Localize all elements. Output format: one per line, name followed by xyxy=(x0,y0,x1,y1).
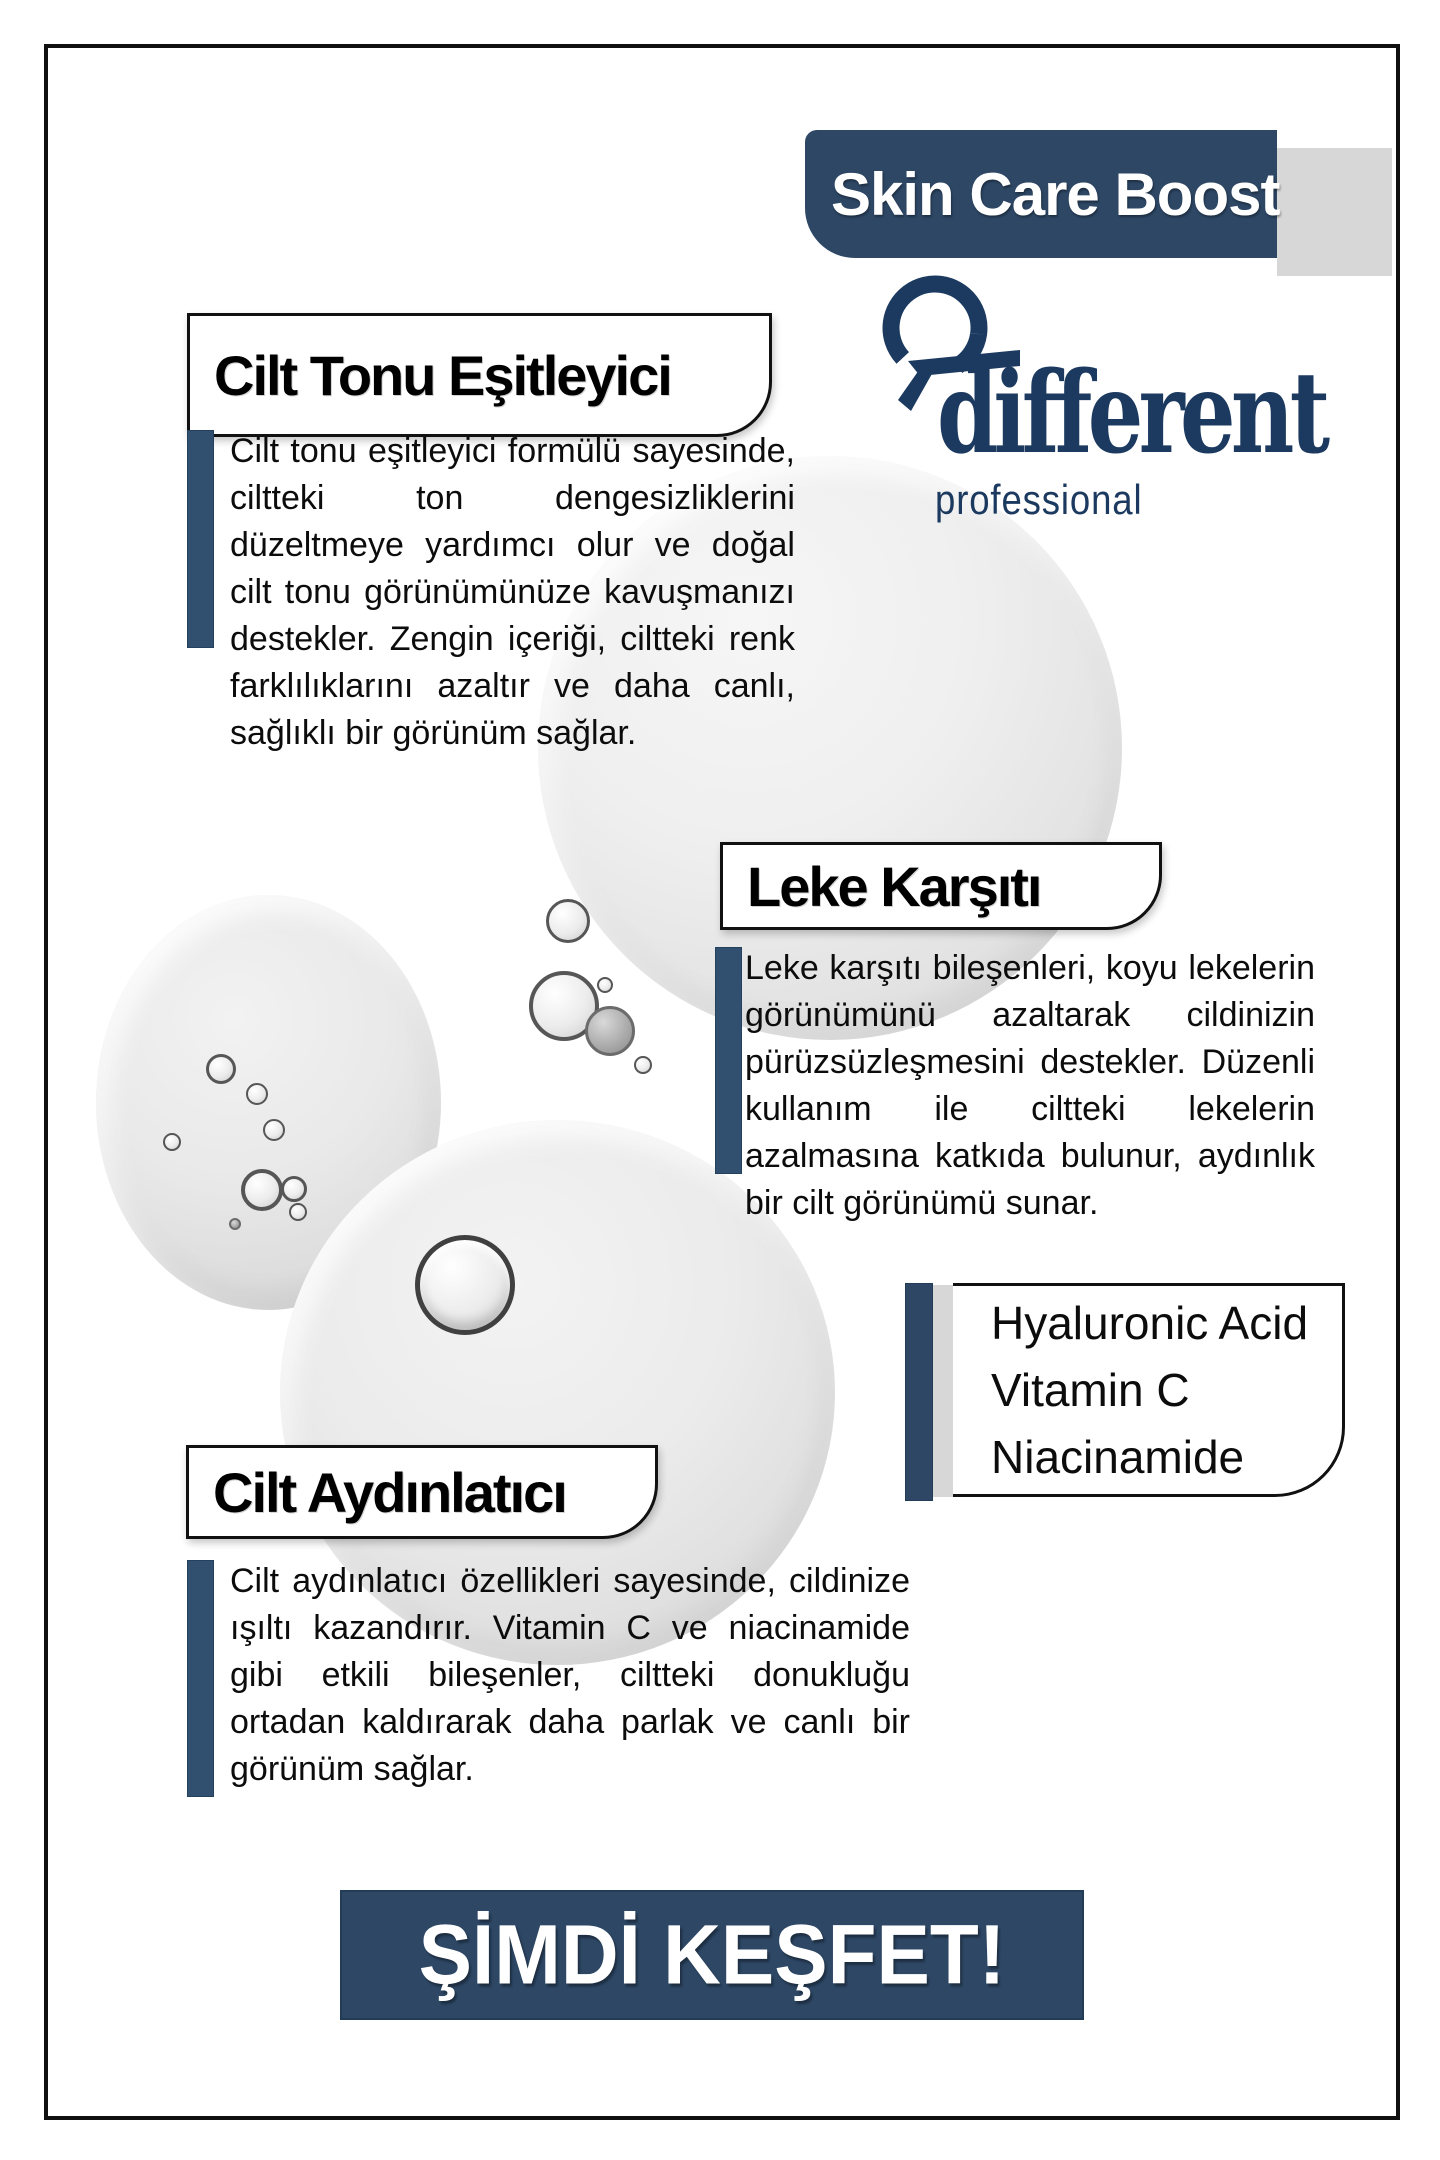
section-body-text: Leke karşıtı bileşenleri, koyu lekelerin görünümünü azaltarak cildinizin pürüzsüzleşmesini destekler. Düzenli kullanım ile ciltteki lekelerin azalmasına katkıda bulunur, aydınlık bir cilt görünümü sunar. xyxy=(745,949,1315,1222)
bubble xyxy=(289,1203,307,1221)
section-heading: Cilt Aydınlatıcı xyxy=(213,1460,566,1524)
bubble xyxy=(634,1056,652,1074)
bubble xyxy=(597,977,613,993)
ingredient-item: Niacinamide xyxy=(991,1430,1245,1483)
section-heading: Cilt Tonu Eşitleyici xyxy=(214,343,671,407)
heading-box-cilt-aydinlatici xyxy=(186,1445,658,1539)
bubble xyxy=(281,1176,307,1202)
banner-accent-bar xyxy=(1277,148,1392,276)
cta-button[interactable] xyxy=(340,1890,1084,2020)
bubble xyxy=(163,1133,181,1151)
ingredients-box xyxy=(953,1283,1345,1497)
accent-bar xyxy=(715,947,742,1174)
accent-bar xyxy=(187,430,214,648)
brand-name: different xyxy=(937,348,1326,479)
bubble xyxy=(546,899,590,943)
bubble xyxy=(229,1218,241,1230)
brand-logo xyxy=(875,258,1345,538)
section-heading: Leke Karşıtı xyxy=(747,854,1041,918)
banner-title: Skin Care Boost xyxy=(831,160,1280,228)
accent-bar xyxy=(187,1560,214,1797)
bubble xyxy=(263,1119,285,1141)
brand-subtitle: professional xyxy=(935,476,1143,523)
section-body-text: Cilt aydınlatıcı özellikleri sayesinde, cildinize ışıltı kazandırır. Vitamin C ve niacinamide gibi etkili bileşenler, ciltteki donukluğu ortadan kaldırarak daha parlak ve canlı bir görünüm sağlar. xyxy=(230,1562,910,1788)
bubble xyxy=(246,1083,268,1105)
ingredients-accent-bar xyxy=(905,1283,933,1501)
heading-box-leke-karsiti xyxy=(720,842,1162,930)
ingredient-item: Hyaluronic Acid xyxy=(991,1296,1309,1349)
cta-label: ŞİMDİ KEŞFET! xyxy=(418,1907,1006,2002)
bubble xyxy=(241,1169,283,1211)
bubble xyxy=(585,1006,635,1056)
section-body-text: Cilt tonu eşitleyici formülü sayesinde, ciltteki ton dengesizliklerini düzeltmeye yardımcı olur ve doğal cilt tonu görünümünüze kavuşmanızı destekler. Zengin içeriği, ciltteki renk farklılıklarını azaltır ve daha canlı, sağlıklı bir görünüm sağlar. xyxy=(230,432,795,752)
ingredients-gray-strip xyxy=(933,1285,953,1497)
bubble xyxy=(206,1054,236,1084)
heading-box-cilt-tonu xyxy=(187,313,772,437)
bubble xyxy=(415,1235,515,1335)
ingredient-item: Vitamin C xyxy=(991,1363,1190,1416)
skin-care-boost-banner xyxy=(805,130,1280,258)
